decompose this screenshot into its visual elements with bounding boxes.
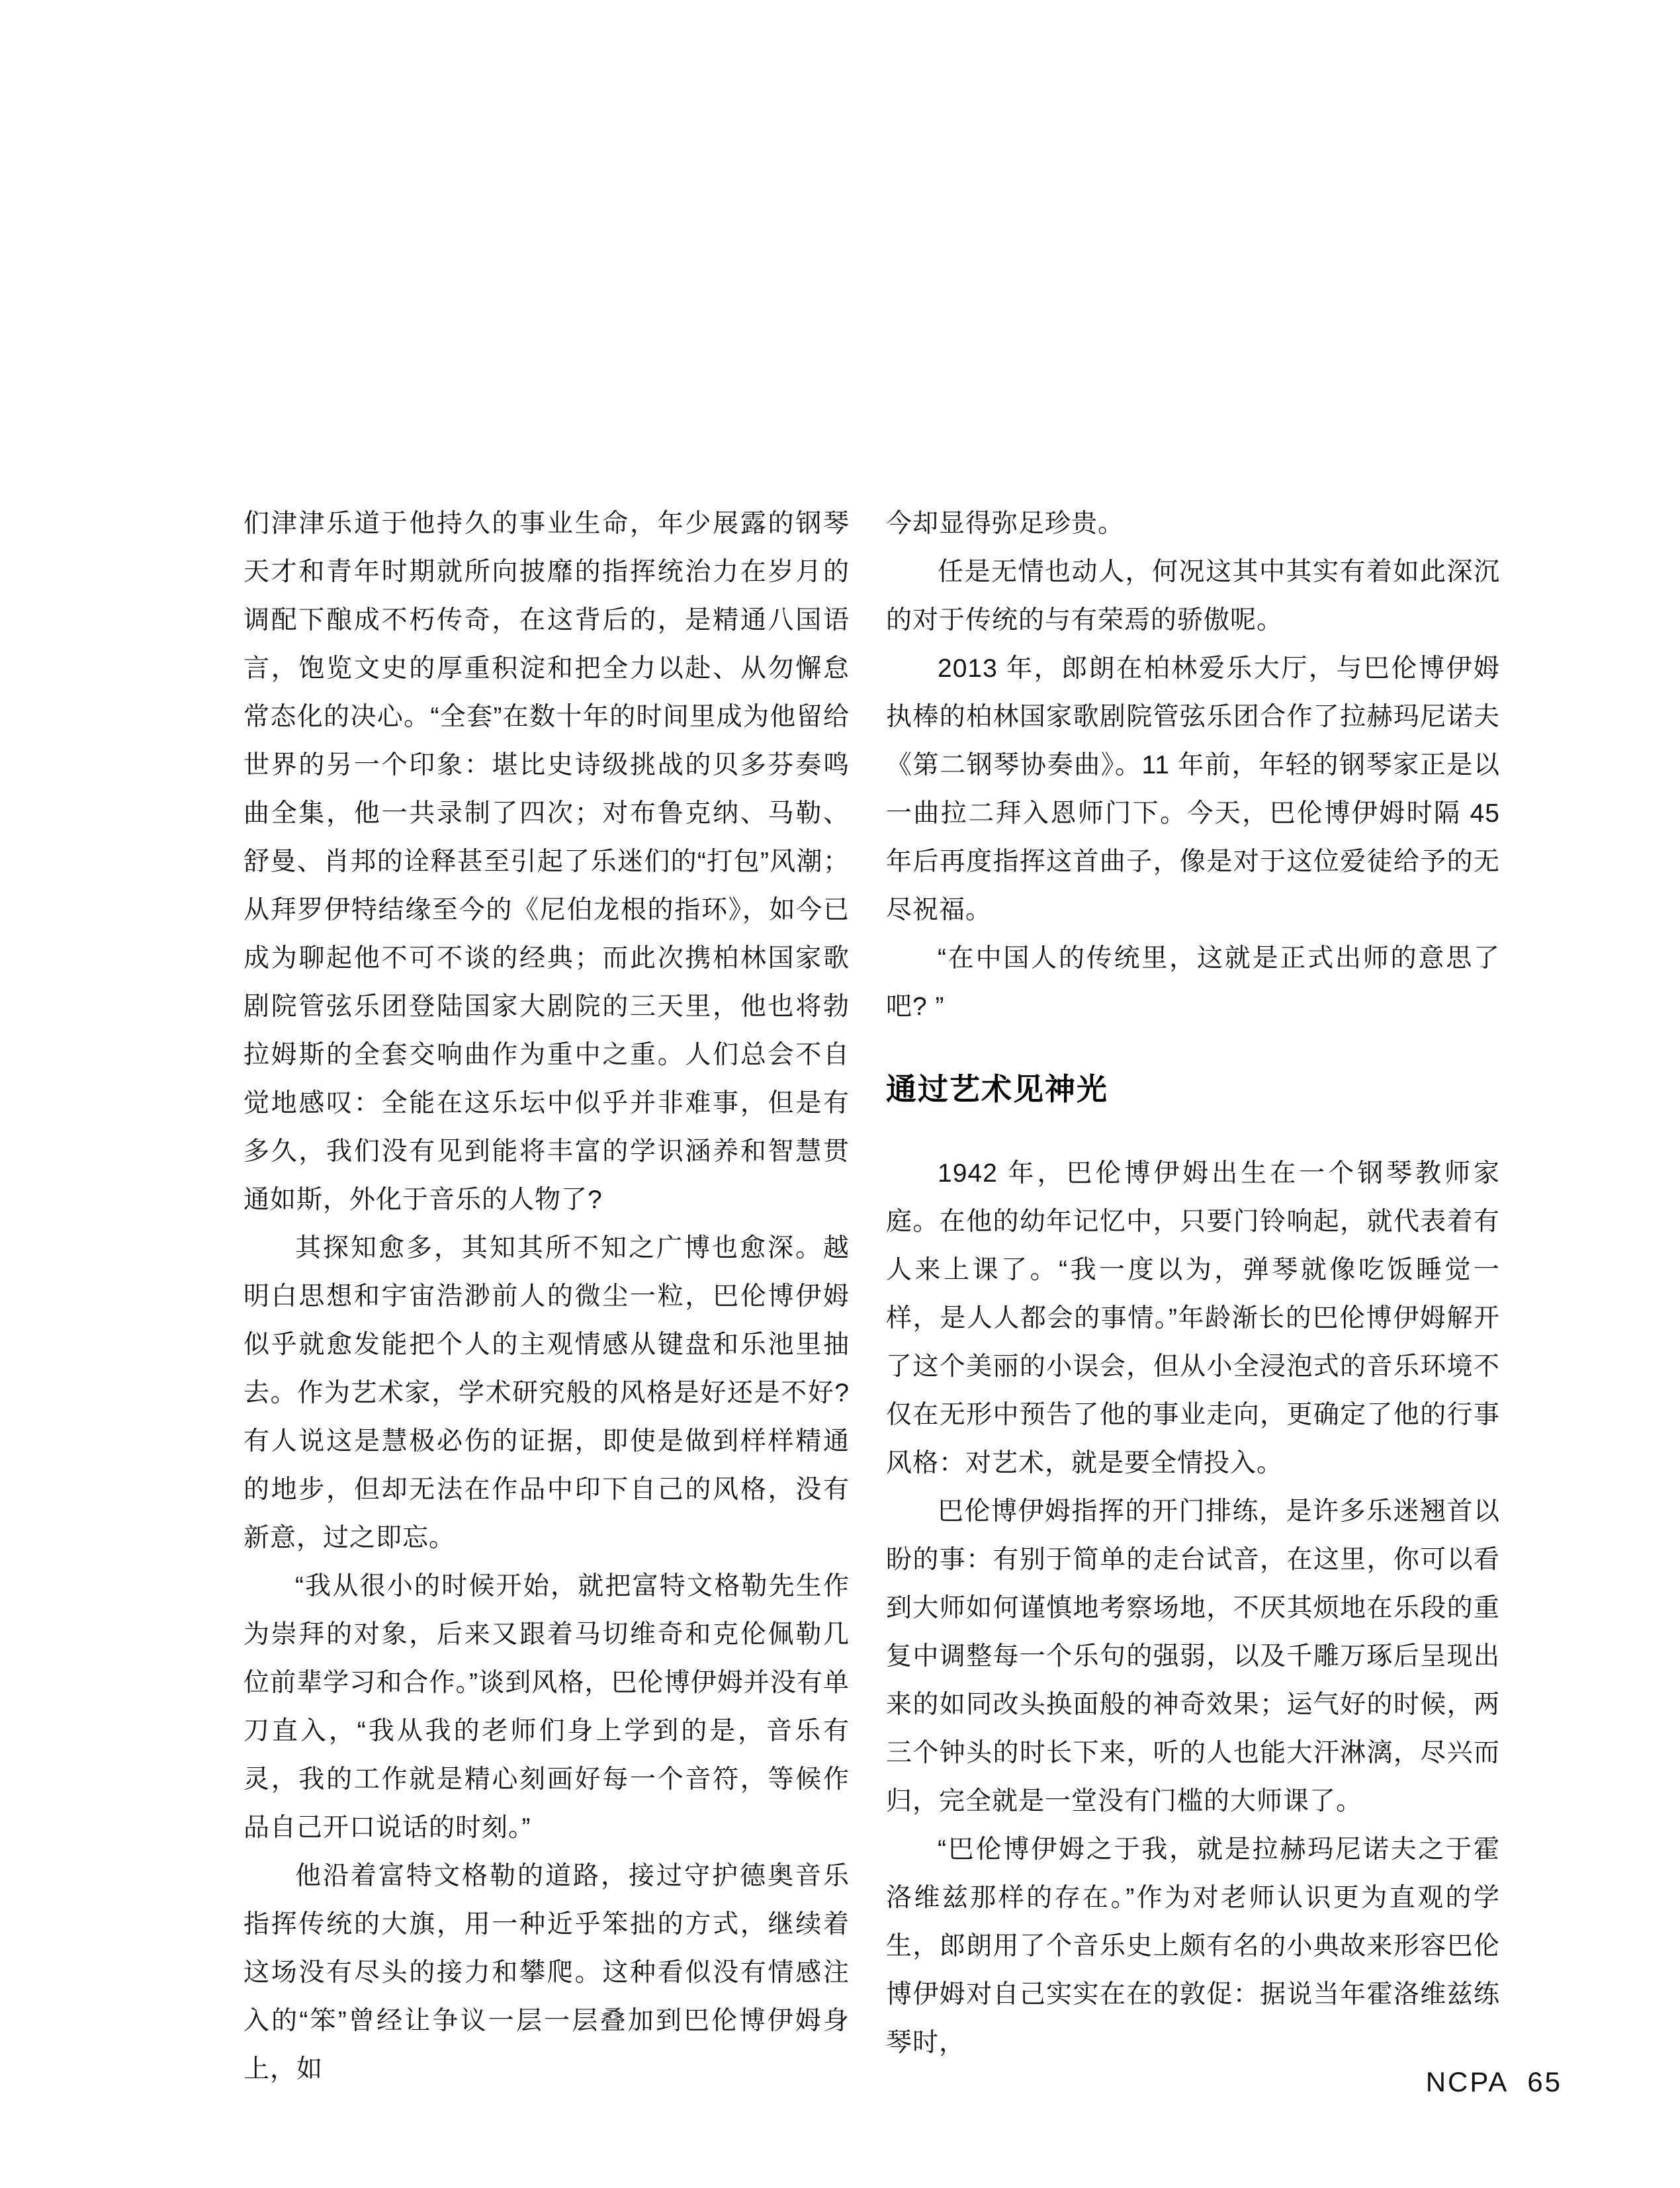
paragraph: 们津津乐道于他持久的事业生命，年少展露的钢琴天才和青年时期就所向披靡的指挥统治力在岁月的调配下酿成不朽传奇，在这背后的，是精通八国语言，饱览文史的厚重积淀和把全力以赴、从勿懈怠常态化的决心。“全套”在数十年的时间里成为他留给世界的另一个印象：堪比史诗级挑战的贝多芬奏鸣曲全集，他一共录制了四次；对布鲁克纳、马勒、舒曼、肖邦的诠释甚至引起了乐迷们的“打包”风潮；从拜罗伊特结缘至今的《尼伯龙根的指环》，如今已成为聊起他不可不谈的经典；而此次携柏林国家歌剧院管弦乐团登陆国家大剧院的三天里，他也将勃拉姆斯的全套交响曲作为重中之重。人们总会不自觉地感叹：全能在这乐坛中似乎并非难事，但是有多久，我们没有见到能将丰富的学识涵养和智慧贯通如斯，外化于音乐的人物了?: [243, 509, 850, 1214]
left-column: [243, 500, 850, 2093]
section-heading: 通过艺术见神光: [886, 1072, 1108, 1106]
paragraph: 任是无情也动人，何况这其中其实有着如此深沉的对于传统的与有荣焉的骄傲呢。: [886, 558, 1500, 635]
paragraph: 他沿着富特文格勒的道路，接过守护德奥音乐指挥传统的大旗，用一种近乎笨拙的方式，继续着这场没有尽头的接力和攀爬。这种看似没有情感注入的“笨”曾经让争议一层一层叠加到巴伦博伊姆身上，如: [243, 1862, 850, 2083]
paragraph: “巴伦博伊姆之于我，就是拉赫玛尼诺夫之于霍洛维兹那样的存在。”作为对老师认识更为直观的学生，郎朗用了个音乐史上颇有名的小典故来形容巴伦博伊姆对自己实实在在的敦促：据说当年霍洛维兹练琴时，: [886, 1835, 1500, 2057]
paragraph: 2013 年，郎朗在柏林爱乐大厅，与巴伦博伊姆执棒的柏林国家歌剧院管弦乐团合作了拉赫玛尼诺夫《第二钢琴协奏曲》。11 年前，年轻的钢琴家正是以一曲拉二拜入恩师门下。今天，巴伦博伊姆时隔 45 年后再度指挥这首曲子，像是对于这位爱徒给予的无尽祝福。: [886, 654, 1500, 924]
paragraph: 1942 年，巴伦博伊姆出生在一个钢琴教师家庭。在他的幼年记忆中，只要门铃响起，就代表着有人来上课了。“我一度以为，弹琴就像吃饭睡觉一样，是人人都会的事情。”年龄渐长的巴伦博伊姆解开了这个美丽的小误会，但从小全浸泡式的音乐环境不仅在无形中预告了他的事业走向，更确定了他的行事风格：对艺术，就是要全情投入。: [886, 1159, 1500, 1477]
paragraph: 巴伦博伊姆指挥的开门排练，是许多乐迷翘首以盼的事：有别于简单的走台试音，在这里，你可以看到大师如何谨慎地考察场地，不厌其烦地在乐段的重复中调整每一个乐句的强弱，以及千雕万琢后呈现出来的如同改头换面般的神奇效果；运气好的时候，两三个钟头的时长下来，听的人也能大汗淋漓，尽兴而归，完全就是一堂没有门槛的大师课了。: [886, 1497, 1500, 1816]
paragraph: “在中国人的传统里，这就是正式出师的意思了吧? ”: [886, 944, 1500, 1021]
brand-label: NCPA: [1425, 2066, 1509, 2097]
paragraph: 其探知愈多，其知其所不知之广博也愈深。越明白思想和宇宙浩渺前人的微尘一粒，巴伦博伊姆似乎就愈发能把个人的主观情感从键盘和乐池里抽去。作为艺术家，学术研究般的风格是好还是不好? 有人说这是慧极必伤的证据，即使是做到样样精通的地步，但却无法在作品中印下自己的风格，没有新意，过之即忘。: [243, 1234, 850, 1552]
page-number: 65: [1527, 2066, 1562, 2097]
paragraph: “我从很小的时候开始，就把富特文格勒先生作为崇拜的对象，后来又跟着马切维奇和克伦佩勒几位前辈学习和合作。”谈到风格，巴伦博伊姆并没有单刀直入，“我从我的老师们身上学到的是，音乐有灵，我的工作就是精心刻画好每一个音符，等候作品自己开口说话的时刻。”: [243, 1572, 850, 1842]
right-column: [886, 500, 1500, 2067]
page-footer: [1426, 2068, 1562, 2096]
paragraph: 今却显得弥足珍贵。: [886, 509, 1125, 538]
